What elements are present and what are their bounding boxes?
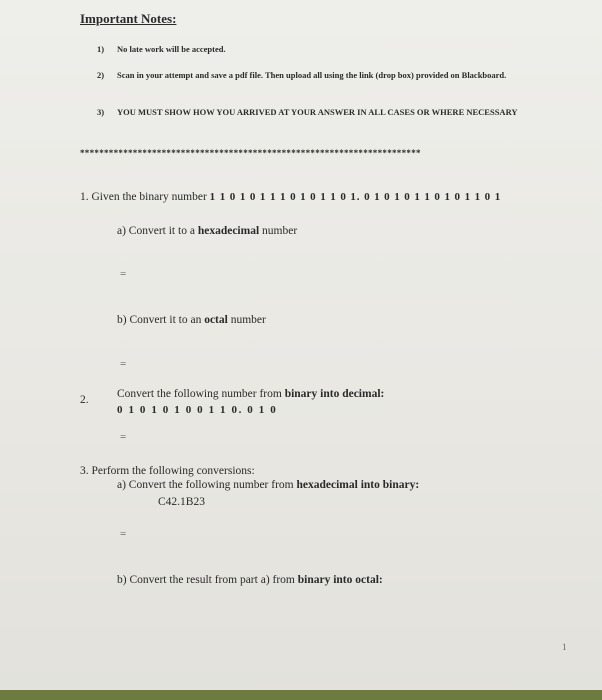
note-item-3: [97, 106, 537, 134]
q1b-line: [117, 314, 266, 326]
page-number: 1: [562, 642, 567, 652]
note-number: 2): [97, 70, 105, 80]
q2-line: [117, 388, 384, 400]
q1a-bold: hexadecimal: [197, 225, 260, 237]
q1b-equals: =: [120, 358, 127, 370]
q3a-hex-value: C42.1B23: [158, 496, 205, 508]
q1b-suffix: number: [230, 314, 266, 326]
q3a-bold: hexadecimal into binary:: [296, 479, 420, 491]
note-item-1: [97, 43, 537, 57]
q1a-equals: =: [120, 268, 127, 280]
q1b-label: b) Convert it to an: [117, 314, 202, 326]
q3b-label: b) Convert the result from part a) from: [117, 574, 295, 586]
notes-title: Important Notes:: [80, 11, 177, 26]
q3a-label: a) Convert the following number from: [117, 479, 294, 491]
note-text: No late work will be accepted.: [117, 44, 226, 54]
q1-prefix: 1. Given the binary number: [80, 191, 207, 203]
q1b-bold: octal: [204, 314, 228, 326]
note-item-2: [97, 69, 537, 97]
q1a-label: a) Convert it to a: [117, 225, 195, 237]
q1-line: [80, 191, 501, 203]
q2-bold: binary into decimal:: [284, 388, 385, 400]
q3b-line: [117, 574, 383, 586]
q1a-line: [117, 225, 297, 237]
q3-title: 3. Perform the following conversions:: [80, 465, 255, 477]
note-number: 3): [97, 107, 105, 117]
note-number: 1): [97, 44, 105, 54]
q3a-equals: =: [120, 528, 127, 540]
q3a-line: [117, 479, 419, 491]
separator-line: ***********************************************************************: [80, 148, 421, 158]
background-edge: [0, 690, 602, 700]
q1a-suffix: number: [262, 225, 298, 237]
q2-number-label: 2.: [80, 394, 89, 406]
q2-text: Convert the following number from: [117, 388, 282, 400]
q1-binary-number: 1 1 0 1 0 1 1 1 0 1 0 1 1 0 1. 0 1 0 1 0 1 1 0 1 0 1 1 0 1: [209, 191, 502, 203]
q2-binary-number: 0 1 0 1 0 1 0 0 1 1 0. 0 1 0: [117, 404, 278, 416]
note-text: Scan in your attempt and save a pdf file. Then upload all using the link (drop box) provided on Blackboard.: [117, 70, 507, 80]
q3b-bold: binary into octal:: [297, 574, 383, 586]
q2-equals: =: [120, 431, 127, 443]
note-text: YOU MUST SHOW HOW YOU ARRIVED AT YOUR ANSWER IN ALL CASES OR WHERE NECESSARY: [117, 107, 518, 117]
